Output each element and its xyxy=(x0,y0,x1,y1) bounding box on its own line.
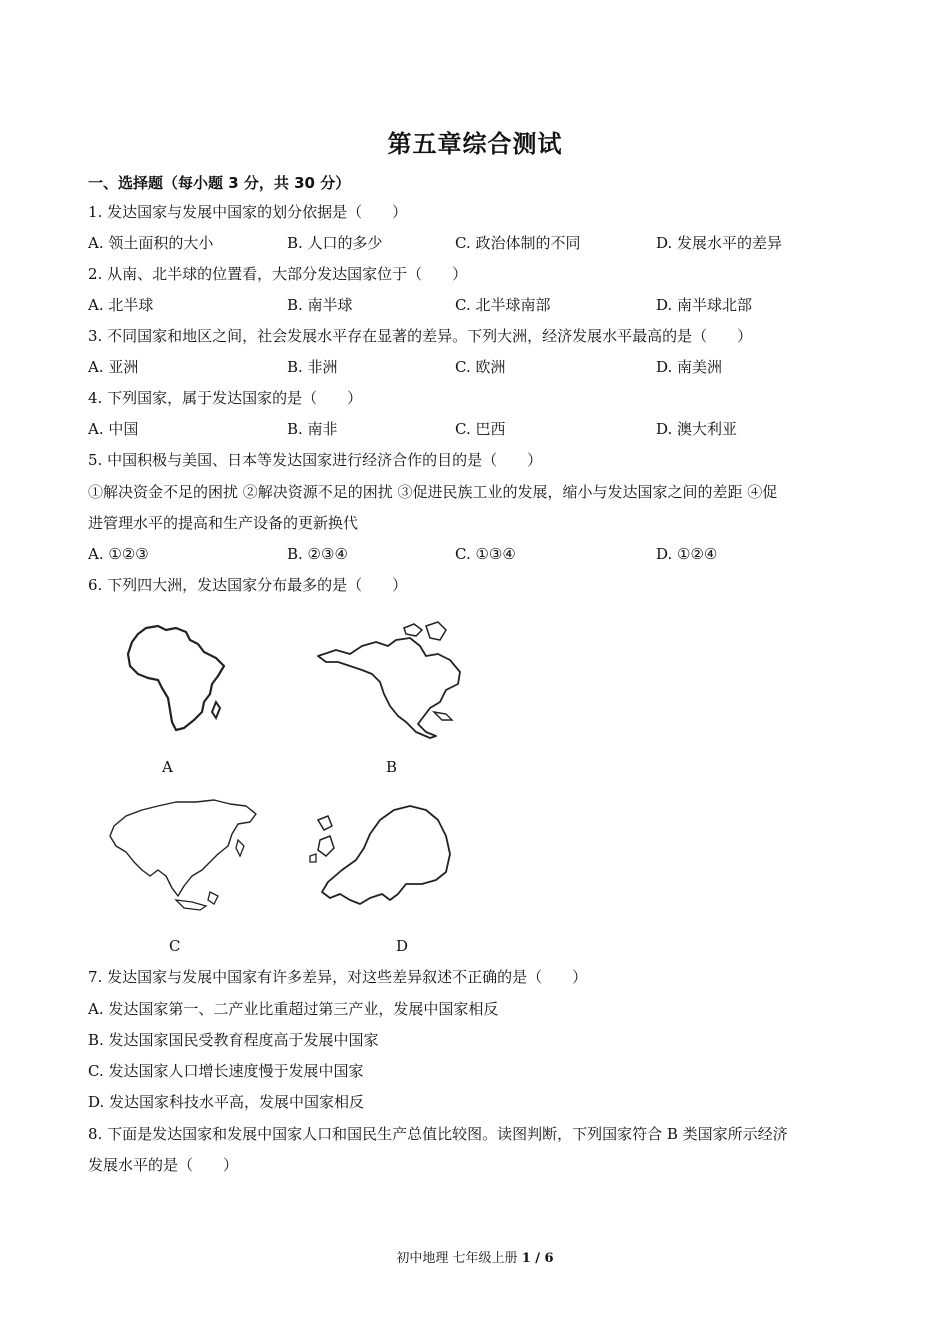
option-a[interactable]: A. 中国 xyxy=(88,420,139,438)
question-5-stem: 5. 中国积极与美国、日本等发达国家进行经济合作的目的是（ ） xyxy=(88,451,543,469)
option-b[interactable]: B. 南半球 xyxy=(287,296,353,314)
question-1-options xyxy=(88,233,868,253)
option-b[interactable]: B. 非洲 xyxy=(287,358,338,376)
question-7-stem: 7. 发达国家与发展中国家有许多差异，对这些差异叙述不正确的是（ ） xyxy=(88,968,588,986)
page-number: 1 / 6 xyxy=(521,1251,554,1266)
option-b[interactable]: B. ②③④ xyxy=(287,545,348,563)
map-label-c: C xyxy=(169,937,181,955)
map-label-d: D xyxy=(396,937,409,955)
option-d[interactable]: D. 澳大利亚 xyxy=(656,420,738,438)
option-d[interactable]: D. ①②④ xyxy=(656,545,718,563)
option-c[interactable]: C. 巴西 xyxy=(455,420,506,438)
option-a[interactable]: A. 北半球 xyxy=(88,296,154,314)
option-b[interactable]: B. 人口的多少 xyxy=(287,234,383,252)
footer-text: 初中地理 七年级上册 xyxy=(396,1251,522,1266)
option-a[interactable]: A. 领土面积的大小 xyxy=(88,234,214,252)
question-6-stem: 6. 下列四大洲，发达国家分布最多的是（ ） xyxy=(88,576,408,594)
question-4-options xyxy=(88,419,868,439)
page-footer xyxy=(0,1247,950,1266)
option-d[interactable]: D. 南美洲 xyxy=(656,358,723,376)
question-5-detail-line-2: 进管理水平的提高和生产设备的更新换代 xyxy=(88,514,359,532)
question-4-stem: 4. 下列国家，属于发达国家的是（ ） xyxy=(88,389,363,407)
question-3-options xyxy=(88,357,868,377)
question-2-stem: 2. 从南、北半球的位置看，大部分发达国家位于（ ） xyxy=(88,265,468,283)
option-a[interactable]: A. ①②③ xyxy=(88,545,149,563)
question-5-detail-line-1: ①解决资金不足的困扰 ②解决资源不足的困扰 ③促进民族工业的发展，缩小与发达国家之间的差距 ④促 xyxy=(88,483,778,501)
option-b[interactable]: B. 发达国家国民受教育程度高于发展中国家 xyxy=(88,1031,379,1049)
map-label-b: B xyxy=(386,758,398,776)
question-5-options xyxy=(88,544,868,564)
option-a[interactable]: A. 发达国家第一、二产业比重超过第三产业，发展中国家相反 xyxy=(88,1000,499,1018)
option-d[interactable]: D. 南半球北部 xyxy=(656,296,753,314)
option-a[interactable]: A. 亚洲 xyxy=(88,358,139,376)
asia-outline-map xyxy=(106,796,262,920)
question-8-stem-continued: 发展水平的是（ ） xyxy=(88,1156,239,1174)
africa-outline-map xyxy=(124,622,230,734)
option-c[interactable]: C. 北半球南部 xyxy=(455,296,551,314)
option-c[interactable]: C. 欧洲 xyxy=(455,358,506,376)
north-america-outline-map xyxy=(314,616,470,740)
page-title: 第五章综合测试 xyxy=(387,130,563,158)
question-2-options xyxy=(88,295,868,315)
question-1-stem: 1. 发达国家与发展中国家的划分依据是（ ） xyxy=(88,203,408,221)
question-3-stem: 3. 不同国家和地区之间，社会发展水平存在显著的差异。下列大洲，经济发展水平最高的是（ ） xyxy=(88,327,753,345)
option-c[interactable]: C. ①③④ xyxy=(455,545,516,563)
option-c[interactable]: C. 发达国家人口增长速度慢于发展中国家 xyxy=(88,1062,364,1080)
question-8-stem: 8. 下面是发达国家和发展中国家人口和国民生产总值比较图。读图判断，下列国家符合 B 类国家所示经济 xyxy=(88,1125,788,1143)
europe-outline-map xyxy=(306,800,454,912)
section-heading: 一、选择题（每小题 3 分，共 30 分） xyxy=(88,174,351,192)
option-d[interactable]: D. 发展水平的差异 xyxy=(656,234,783,252)
option-c[interactable]: C. 政治体制的不同 xyxy=(455,234,581,252)
option-b[interactable]: B. 南非 xyxy=(287,420,338,438)
option-d[interactable]: D. 发达国家科技水平高，发展中国家相反 xyxy=(88,1093,365,1111)
map-label-a: A xyxy=(162,758,173,776)
